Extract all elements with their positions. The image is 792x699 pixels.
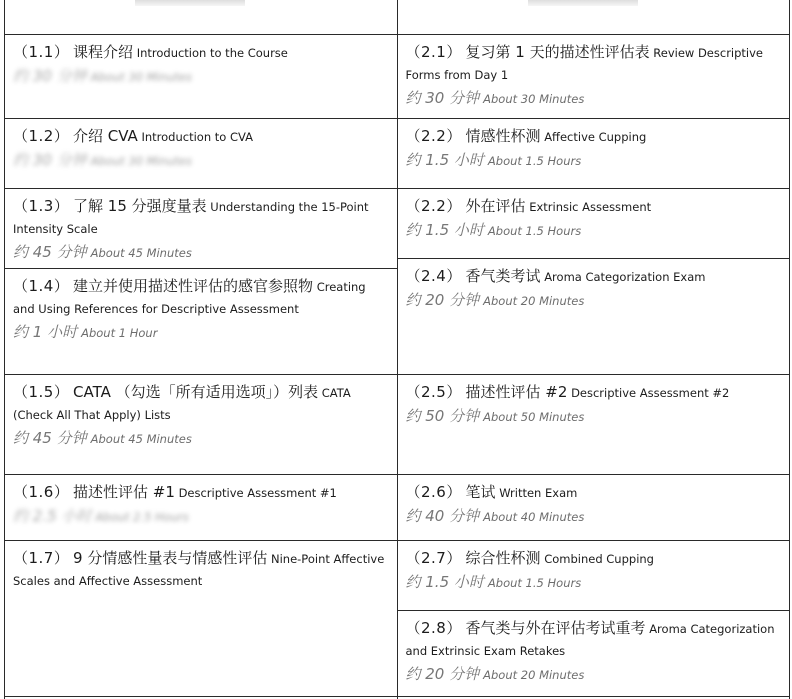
day-2-header [398, 0, 790, 34]
session-duration [406, 220, 782, 241]
session-title-en: Combined Cupping [544, 552, 654, 566]
duration-zh: 约 1.5 小时 [405, 221, 484, 239]
session-1-3 [5, 188, 397, 268]
session-title-en: CATA (Check All That Apply) Lists [13, 386, 351, 422]
session-2-6 [398, 474, 790, 540]
session-number: （2.4） [405, 267, 462, 285]
session-title-en: Aroma Categorization Exam [544, 270, 706, 284]
session-title [406, 195, 782, 218]
session-2-4 [398, 258, 790, 374]
session-title-zh: 描述性评估 #1 [73, 483, 175, 501]
session-duration [406, 506, 782, 527]
session-title-zh: 介绍 CVA [73, 127, 138, 145]
duration-zh: 约 30 分钟 [405, 89, 480, 107]
header-fade [135, 0, 245, 6]
session-number: （1.1） [13, 43, 70, 61]
session-title-en: Nine-Point Affective Scales and Affective Assessment [13, 552, 385, 588]
duration-zh: 约 30 分钟 [13, 151, 87, 169]
session-title [406, 265, 782, 288]
session-title-en: Introduction to CVA [141, 130, 254, 144]
session-2-2 [398, 118, 790, 188]
duration-en: About 1.5 Hours [487, 224, 582, 238]
session-1-2 [5, 118, 397, 188]
duration-zh: 约 1.5 小时 [405, 573, 484, 591]
session-number: （2.6） [405, 483, 462, 501]
duration-en: About 50 Minutes [483, 410, 585, 424]
duration-zh: 约 20 分钟 [405, 665, 480, 683]
session-title [13, 125, 389, 148]
session-title [406, 617, 782, 662]
session-duration [13, 322, 389, 343]
session-title-zh: 综合性杯测 [465, 549, 541, 567]
session-title [13, 195, 389, 240]
session-1-5 [5, 374, 397, 474]
header-fade [528, 0, 638, 6]
session-duration [406, 88, 782, 109]
session-title-en: Understanding the 15-Point Intensity Scale [13, 200, 369, 236]
session-duration [406, 150, 782, 171]
session-1-4 [5, 268, 397, 374]
session-title [13, 275, 389, 320]
session-title-zh: 外在评估 [465, 197, 526, 215]
session-title [406, 381, 782, 404]
duration-zh: 约 45 分钟 [13, 429, 87, 447]
session-duration [13, 150, 389, 171]
session-number: （2.1） [405, 43, 462, 61]
session-duration [406, 664, 782, 685]
day-1-column [4, 0, 397, 699]
session-1-1 [5, 34, 397, 118]
session-duration [406, 290, 782, 311]
session-2-3 [398, 188, 790, 258]
session-number: （1.5） [13, 383, 70, 401]
session-title-en: Affective Cupping [544, 130, 647, 144]
session-title-en: Descriptive Assessment #2 [571, 386, 730, 400]
session-title-zh: 香气类与外在评估考试重考 [465, 619, 646, 637]
session-number: （2.7） [405, 549, 462, 567]
session-number: （2.8） [405, 619, 462, 637]
schedule-table [4, 0, 790, 699]
session-number: （2.2） [405, 197, 462, 215]
session-number: （2.5） [405, 383, 462, 401]
duration-en: About 20 Minutes [483, 668, 585, 682]
session-title-zh: 描述性评估 #2 [465, 383, 568, 401]
session-title-en: Written Exam [499, 486, 578, 500]
session-number: （1.3） [13, 197, 70, 215]
session-title [406, 481, 782, 504]
session-2-1 [398, 34, 790, 118]
day-1-header [5, 0, 397, 34]
duration-en: About 45 Minutes [90, 246, 192, 260]
duration-en: About 1 Hour [81, 326, 158, 340]
session-title [406, 547, 782, 570]
session-title-en: Extrinsic Assessment [529, 200, 652, 214]
session-title-zh: 了解 15 分强度量表 [73, 197, 207, 215]
session-duration [13, 242, 389, 263]
session-2-5 [398, 374, 790, 474]
duration-zh: 约 1 小时 [13, 323, 78, 341]
session-title [13, 547, 389, 592]
duration-en: About 30 Minutes [483, 92, 585, 106]
session-duration [13, 506, 389, 527]
duration-en: About 2.5 Hours [95, 510, 189, 524]
duration-zh: 约 45 分钟 [13, 243, 87, 261]
session-title-zh: 情感性杯测 [465, 127, 541, 145]
duration-zh: 约 50 分钟 [405, 407, 480, 425]
session-title [406, 41, 782, 86]
session-title-zh: 笔试 [465, 483, 496, 501]
session-title [13, 41, 389, 64]
session-title-en: Review Descriptive Forms from Day 1 [405, 46, 764, 82]
session-2-8 [398, 610, 790, 697]
duration-zh: 约 2.5 小时 [13, 507, 92, 525]
session-2-7 [398, 540, 790, 610]
session-title-en: Descriptive Assessment #1 [178, 486, 337, 500]
session-number: （1.7） [13, 549, 70, 567]
session-1-6 [5, 474, 397, 540]
session-number: （1.6） [13, 483, 70, 501]
duration-en: About 1.5 Hours [487, 576, 582, 590]
session-title-en: Creating and Using References for Descriptive Assessment [13, 280, 366, 316]
session-number: （2.2） [405, 127, 462, 145]
session-title-en: Aroma Categorization and Extrinsic Exam Retakes [405, 622, 775, 658]
duration-en: About 30 Minutes [90, 70, 192, 84]
session-title-zh: 建立并使用描述性评估的感官参照物 [73, 277, 314, 295]
session-title-en: Introduction to the Course [136, 46, 288, 60]
session-duration [406, 406, 782, 427]
session-duration [406, 572, 782, 593]
duration-zh: 约 20 分钟 [405, 291, 480, 309]
session-title [13, 481, 389, 504]
duration-zh: 约 1.5 小时 [405, 151, 484, 169]
session-number: （1.2） [13, 127, 70, 145]
duration-en: About 1.5 Hours [487, 154, 582, 168]
session-title [13, 381, 389, 426]
duration-zh: 约 30 分钟 [13, 67, 87, 85]
session-duration [13, 428, 389, 449]
duration-en: About 40 Minutes [483, 510, 585, 524]
session-title-zh: 复习第 1 天的描述性评估表 [465, 43, 650, 61]
session-title-zh: 9 分情感性量表与情感性评估 [73, 549, 268, 567]
duration-en: About 20 Minutes [483, 294, 585, 308]
session-1-7 [5, 540, 397, 697]
session-title-zh: 课程介绍 [73, 43, 134, 61]
session-title-zh: 香气类考试 [465, 267, 541, 285]
duration-en: About 30 Minutes [90, 154, 192, 168]
session-title [406, 125, 782, 148]
duration-en: About 45 Minutes [90, 432, 192, 446]
session-number: （1.4） [13, 277, 70, 295]
session-duration [13, 66, 389, 87]
day-2-column [397, 0, 791, 699]
duration-zh: 约 40 分钟 [405, 507, 480, 525]
session-title-zh: CATA （勾选「所有适用选项」）列表 [73, 383, 319, 401]
